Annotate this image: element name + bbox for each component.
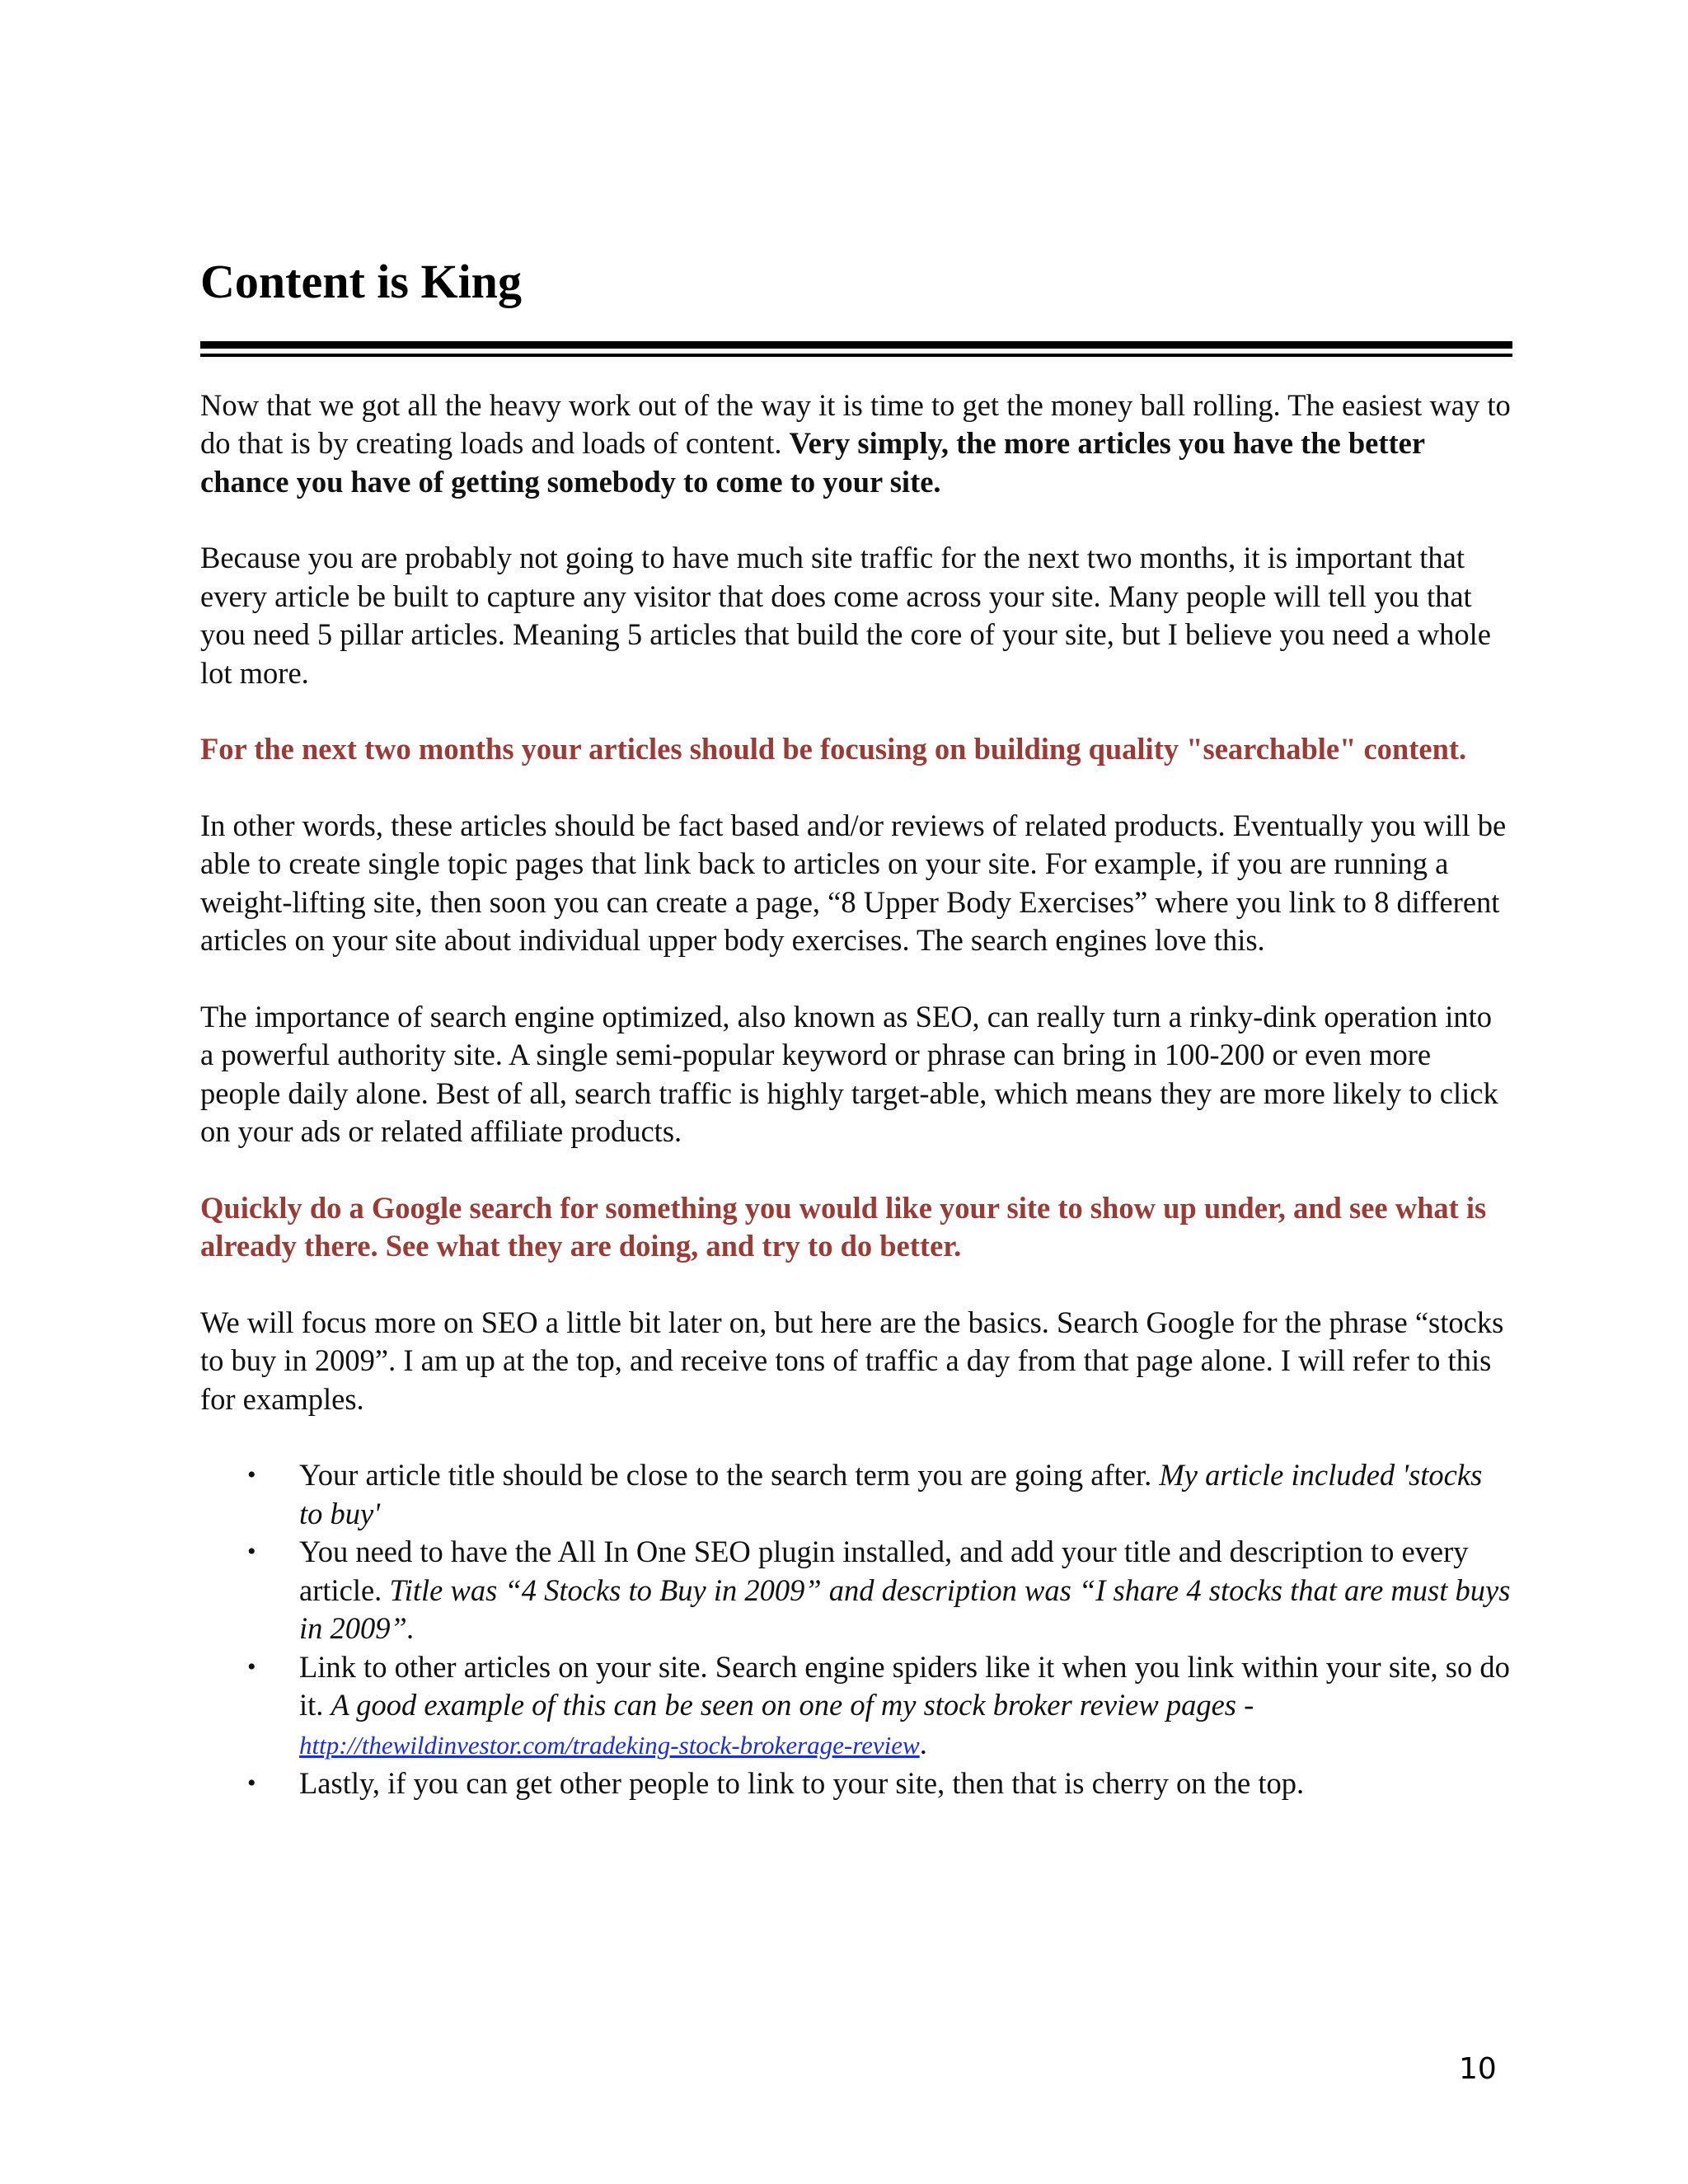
bullet-marker: • <box>247 1461 256 1489</box>
page-title: Content is King <box>200 255 522 308</box>
bullet-marker: • <box>247 1538 256 1566</box>
list-item <box>200 1765 1511 1803</box>
list-item <box>200 1456 1511 1533</box>
list-item-text: Link to other articles on your site. Search engine spiders like it when you link within your site, so do it. <box>299 1649 1510 1722</box>
list-item <box>200 1648 1511 1765</box>
title-divider-thick-line <box>200 341 1512 349</box>
list-item-text: Your article title should be close to the search term you are going after. <box>299 1458 1160 1493</box>
list-item <box>200 1533 1511 1648</box>
intro-bold-text: Very simply, the more articles you have the better chance you have of getting somebody to come to your site. <box>200 426 1425 499</box>
list-item-italic-note: Title was “4 Stocks to Buy in 2009” and description was “I share 4 stocks that are must buys in 2009”. <box>299 1572 1511 1646</box>
seo-tips-list <box>200 1456 1511 1803</box>
list-item-text: Lastly, if you can get other people to link to your site, then that is cherry on the top. <box>299 1766 1305 1801</box>
site-traffic-paragraph: Because you are probably not going to have much site traffic for the next two months, it is important that every article be built to capture any visitor that does come across your site. Many people will tell you that you need 5 pillar articles. Meaning 5 articles that build the core of your site, but I believe you need a whole lot more. <box>200 541 1491 690</box>
list-item-italic-note: My article included 'stocks to buy' <box>299 1458 1483 1530</box>
list-item-text: You need to have the All In One SEO plugin installed, and add your title and description to every article. <box>299 1535 1469 1607</box>
list-item-trailing-punctuation: . <box>919 1726 927 1760</box>
bullet-marker: • <box>247 1652 256 1680</box>
intro-text: Now that we got all the heavy work out of the way it is time to get the money ball rolling. The easiest way to do that is by creating loads and loads of content. <box>200 387 1511 461</box>
stock-broker-review-link[interactable]: http://thewildinvestor.com/tradeking-stock-brokerage-review <box>299 1730 920 1760</box>
title-divider-thin-line <box>200 354 1512 357</box>
page-content <box>200 247 1511 1803</box>
seo-importance-paragraph: The importance of search engine optimized, also known as SEO, can really turn a rinky-dink operation into a powerful authority site. A single semi-popular keyword or phrase can bring in 100-200 or even more people daily alone. Best of all, search traffic is highly target-able, which means they are more likely to click on your ads or related affiliate products. <box>200 999 1498 1149</box>
list-item-italic-note: A good example of this can be seen on one of my stock broker review pages - <box>331 1688 1254 1722</box>
google-search-callout: Quickly do a Google search for something you would like your site to show up under, and see what is already there. See what they are doing, and try to do better. <box>200 1190 1487 1263</box>
seo-basics-paragraph: We will focus more on SEO a little bit later on, but here are the basics. Search Google for the phrase “stocks to buy in 2009”. I am up at the top, and receive tons of traffic a day from that page alone. I will refer to this for examples. <box>200 1305 1504 1416</box>
searchable-content-callout: For the next two months your articles should be focusing on building quality "searchable" content. <box>200 732 1467 766</box>
bullet-marker: • <box>247 1769 256 1797</box>
fact-based-paragraph: In other words, these articles should be fact based and/or reviews of related products. Eventually you will be able to create single topic pages that link back to articles on your site. For example, if you are running a weight-lifting site, then soon you can create a page, “8 Upper Body Exercises” where you link to 8 different articles on your site about individual upper body exercises. The search engines love this. <box>200 808 1507 958</box>
intro-paragraph <box>200 387 1511 502</box>
title-divider <box>200 341 1512 357</box>
page-number: 10 <box>1459 2052 1497 2086</box>
